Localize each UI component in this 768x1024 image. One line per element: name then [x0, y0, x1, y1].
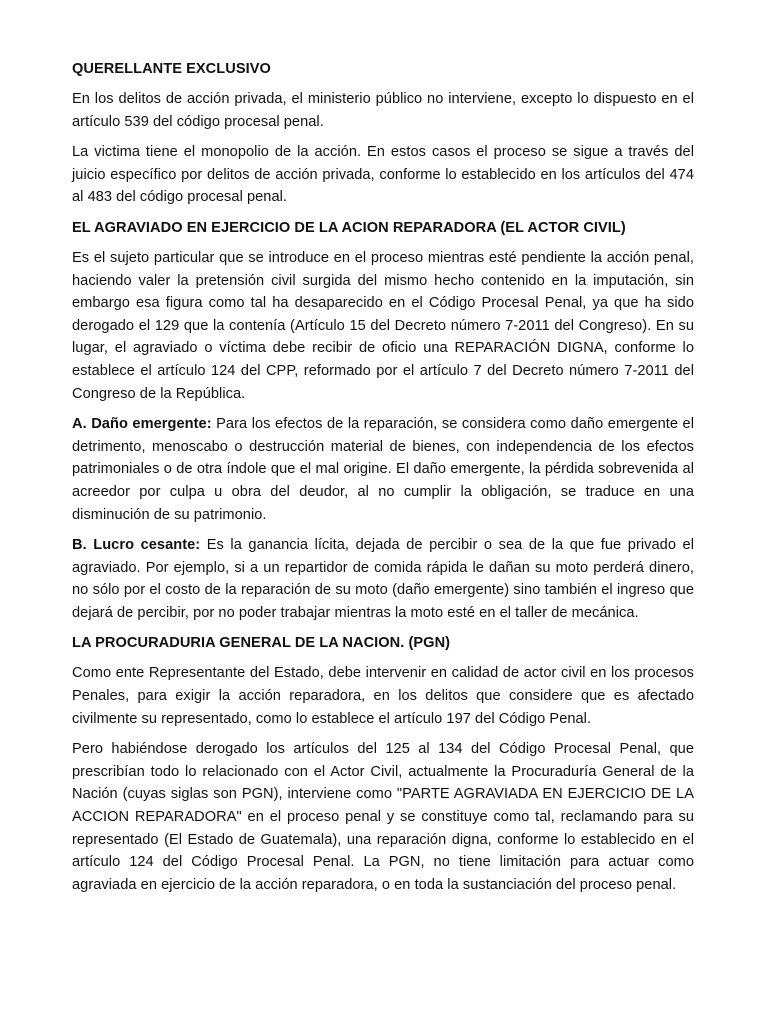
paragraph: Como ente Representante del Estado, debe intervenir en calidad de actor civil en los procesos Penales, para exigir la acción reparadora, en los delitos que considere que es afectado civilmente su representado, como lo establece el artículo 197 del Código Penal. — [72, 665, 694, 727]
definition-term: B. Lucro cesante: — [72, 537, 201, 554]
section-heading: QUERELLANTE EXCLUSIVO — [72, 61, 271, 77]
section-heading: EL AGRAVIADO EN EJERCICIO DE LA ACION REPARADORA (EL ACTOR CIVIL) — [72, 219, 626, 236]
section-querellante-exclusivo — [72, 58, 694, 209]
section-pgn — [72, 632, 694, 896]
section-agraviado-actor-civil — [72, 217, 694, 625]
section-heading: LA PROCURADURIA GENERAL DE LA NACION. (PGN) — [72, 635, 451, 652]
definition-text: Para los efectos de la reparación, se considera como daño emergente el detrimento, menoscabo o destrucción material de bienes, con independencia de los efectos patrimoniales o de otra índole que el mal origine. El daño emergente, la pérdida sobrevenida al acreedor por culpa u obra del deudor, al no cumplir la obligación, se traduce en una disminución de su patrimonio. — [72, 416, 694, 523]
definition-text: Es la ganancia lícita, dejada de percibir o sea de la que fue privado el agraviado. Por ejemplo, si a un repartidor de comida rápida le dañan su moto perderá dinero, no sólo por el costo de la reparación de su moto (daño emergente) sino también el ingreso que dejará de percibir, por no poder trabajar mientras la moto esté en el taller de mecánica. — [72, 537, 694, 621]
definition-term: A. Daño emergente: — [72, 416, 212, 433]
paragraph: En los delitos de acción privada, el ministerio público no interviene, excepto lo dispuesto en el artículo 539 del código procesal penal. — [72, 91, 694, 130]
paragraph: La victima tiene el monopolio de la acción. En estos casos el proceso se sigue a través del juicio específico por delitos de acción privada, conforme lo establecido en los artículos del 474 al 483 del código procesal penal. — [72, 144, 694, 206]
paragraph: Pero habiéndose derogado los artículos del 125 al 134 del Código Procesal Penal, que prescribían todo lo relacionado con el Actor Civil, actualmente la Procuraduría General de la Nación (cuyas siglas son PGN), interviene como "PARTE AGRAVIADA EN EJERCICIO DE LA ACCION REPARADORA" en el proceso penal y se constituye como tal, reclamando para su representado (El Estado de Guatemala), una reparación digna, conforme lo establecido en el artículo 124 del Código Procesal Penal. La PGN, no tiene limitación para actuar como agraviada en ejercicio de la acción reparadora, o en toda la sustanciación del proceso penal. — [72, 741, 694, 893]
definition-dano-emergente — [72, 413, 694, 526]
definition-lucro-cesante — [72, 534, 694, 624]
paragraph: Es el sujeto particular que se introduce en el proceso mientras esté pendiente la acción penal, haciendo valer la pretensión civil surgida del mismo hecho contenido en la imputación, sin embargo esa figura como tal ha desaparecido en el Código Procesal Penal, ya que ha sido derogado el 129 que la contenía (Artículo 15 del Decreto número 7-2011 del Congreso). En su lugar, el agraviado o víctima debe recibir de oficio una REPARACIÓN DIGNA, conforme lo establece el artículo 124 del CPP, reformado por el artículo 7 del Decreto número 7-2011 del Congreso de la República. — [72, 249, 694, 402]
document-page — [72, 58, 694, 896]
